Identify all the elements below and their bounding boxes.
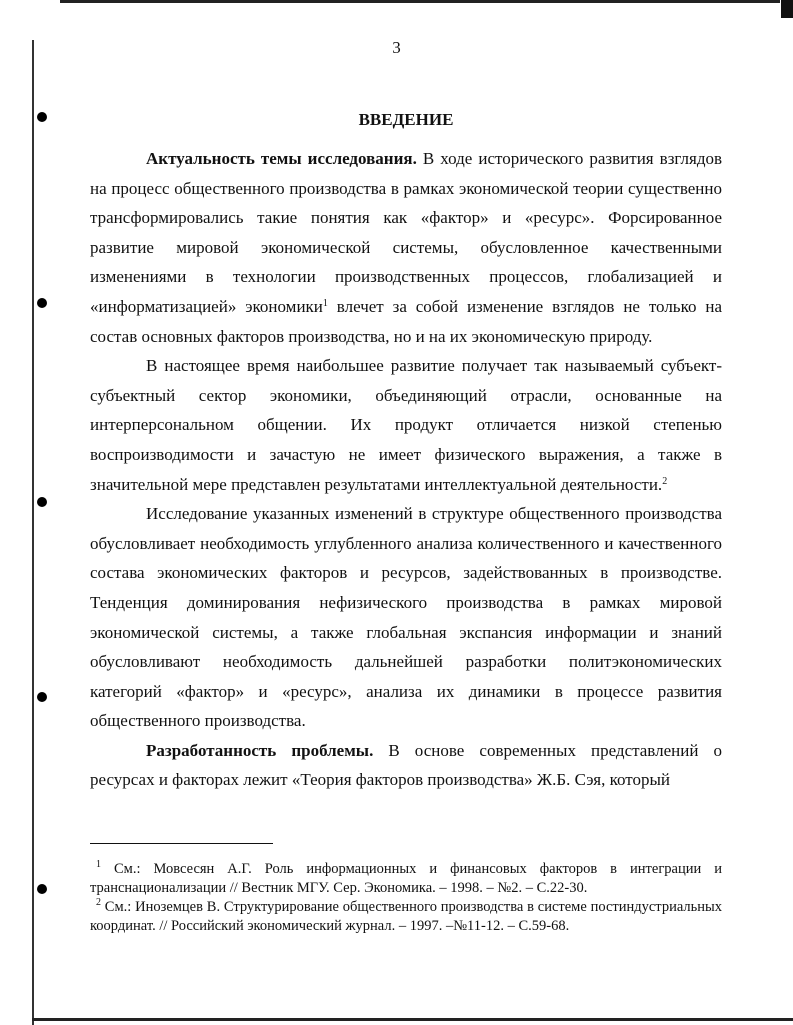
- punch-hole-icon: [37, 298, 47, 308]
- footnote-mark: 2: [96, 897, 101, 908]
- paragraph-text-tail: влечет за собой изменение взглядов не только на состав основных факторов производства, но и на их экономическую природу.: [90, 296, 722, 346]
- main-text: [90, 108, 722, 795]
- paragraph-text: В ходе исторического развития взглядов на процесс общественного производства в рамках экономической теории существенно трансформировались такие понятия как «фактор» и «ресурс». Форсированное развитие мировой экономической системы, обусловленное качественными изменениями в технологии производственных процессов, глобализацией и «информатизацией» экономики: [90, 149, 722, 316]
- paragraph-lead: Актуальность темы исследования.: [146, 149, 417, 168]
- paragraph-development: [90, 736, 722, 795]
- paragraph-sector: [90, 351, 722, 499]
- footnote-2: [90, 898, 722, 936]
- footnote-1: [90, 860, 722, 898]
- footnote-ref[interactable]: 2: [662, 475, 668, 487]
- scan-edge-left: [32, 40, 34, 1025]
- paragraph-lead: Разработанность проблемы.: [146, 740, 374, 760]
- punch-hole-icon: [37, 112, 47, 122]
- footnote-ref[interactable]: 1: [322, 297, 328, 309]
- section-heading: ВВЕДЕНИЕ: [358, 110, 454, 129]
- scan-corner-mark: [781, 0, 793, 18]
- footnote-divider: [90, 843, 273, 844]
- paragraph-text: В основе современных представлений о ресурсах и факторах лежит «Теория факторов производства» Ж.Б. Сэя, который: [90, 740, 722, 790]
- scan-edge-top: [60, 0, 780, 3]
- page-number: 3: [392, 38, 401, 57]
- punch-hole-icon: [37, 884, 47, 894]
- scan-edge-bottom: [32, 1018, 793, 1021]
- punch-hole-icon: [37, 497, 47, 507]
- paragraph-research: [90, 499, 722, 736]
- footnotes: [90, 860, 722, 936]
- paragraph-relevance: [90, 144, 722, 351]
- footnote-text: См.: Мовсесян А.Г. Роль информационных и финансовых факторов в интеграции и транснационализации // Вестник МГУ. Сер. Экономика. – 1998. – №2. – С.22-30.: [90, 861, 722, 896]
- footnote-text: См.: Иноземцев В. Структурирование общественного производства в системе постиндустриальных координат. // Российский экономический журнал. – 1997. –№11-12. – С.59-68.: [90, 899, 722, 934]
- footnote-mark: 1: [96, 859, 101, 870]
- punch-hole-icon: [37, 692, 47, 702]
- paragraph-text: В настоящее время наибольшее развитие получает так называемый субъект-субъектный сектор экономики, объединяющий отрасли, основанные на интерперсональном общении. Их продукт отличается низкой степенью воспроизводимости и зачастую не имеет физического выражения, а также в значительной мере представлен результатами интеллектуальной деятельности.: [90, 356, 722, 494]
- paragraph-text: Исследование указанных изменений в структуре общественного производства обусловливает необходимость углубленного анализа количественного и качественного состава экономических факторов и ресурсов, задействованных в производстве. Тенденция доминирования нефизического производства в рамках мировой экономической системы, а также глобальная экспансия информации и знаний обусловливают необходимость дальнейшей разработки политэкономических категорий «фактор» и «ресурс», анализа их динамики в процессе развития общественного производства.: [90, 504, 722, 731]
